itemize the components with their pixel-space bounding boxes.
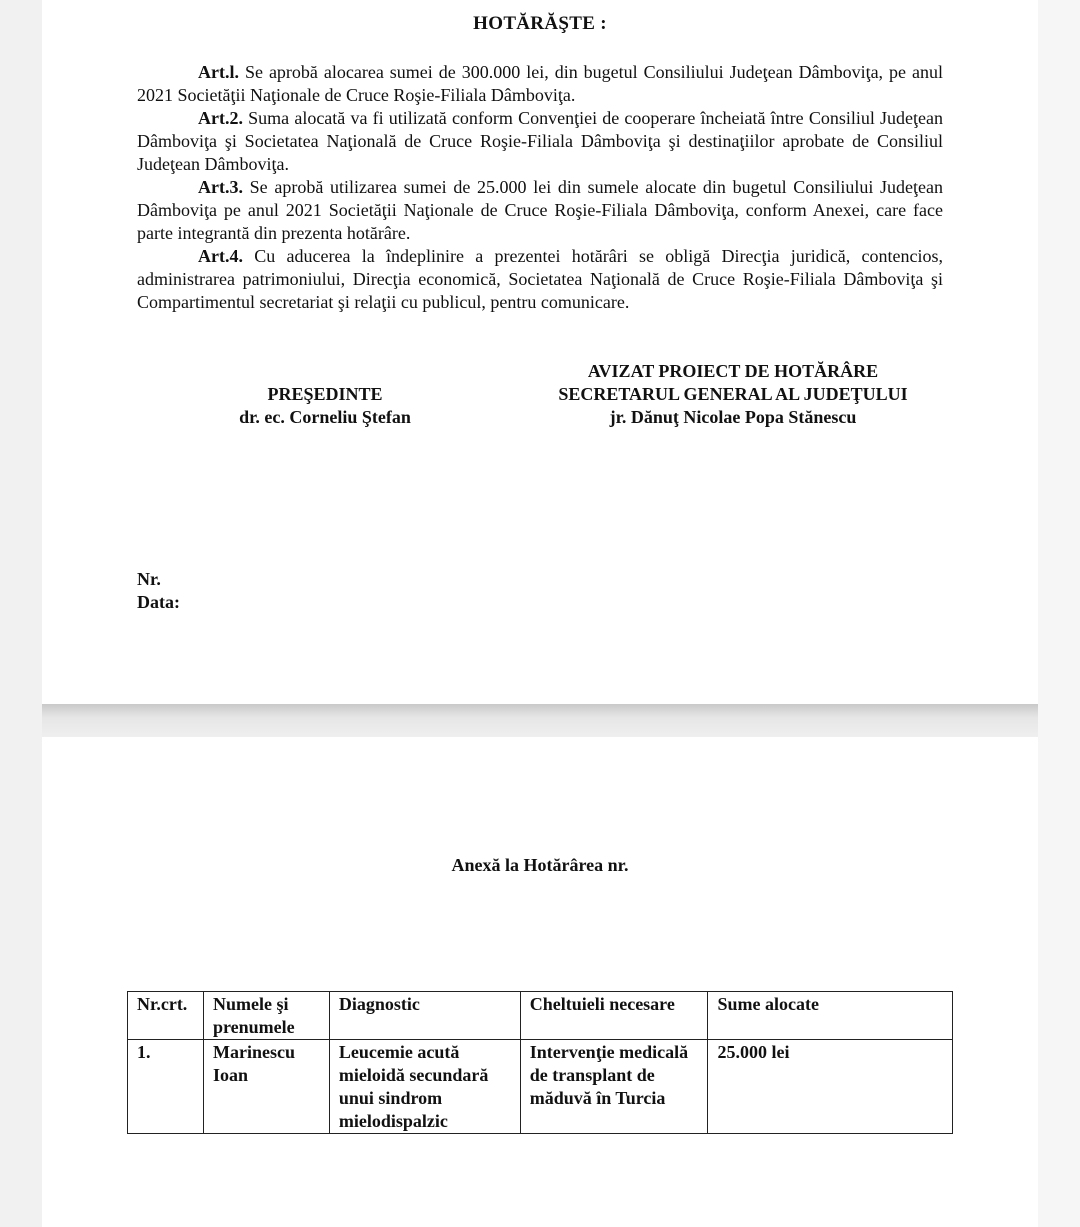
viewer-margin xyxy=(1038,0,1080,1227)
annex-table xyxy=(127,991,953,1134)
secretary-signature-block xyxy=(510,360,956,429)
date-label: Data: xyxy=(137,592,180,612)
cell-diagnosis: Leucemie acută mieloidă secundară unui sindrom mielodispalzic xyxy=(329,1040,520,1134)
endorsement-line: AVIZAT PROIECT DE HOTĂRÂRE xyxy=(587,361,879,381)
cell-allocated: 25.000 lei xyxy=(708,1040,953,1134)
cell-name: Marinescu Ioan xyxy=(203,1040,329,1134)
number-date-block xyxy=(137,568,180,614)
number-label: Nr. xyxy=(137,569,161,589)
articles-body xyxy=(137,61,943,314)
article-label: Art.3. xyxy=(198,177,243,197)
header-nr-crt: Nr.crt. xyxy=(128,992,204,1040)
article-text: Se aprobă utilizarea sumei de 25.000 lei din sumele alocate din bugetul Consiliului Judeţean Dâmboviţa pe anul 2021 Societăţii Naţionale de Cruce Roşie-Filiala Dâmboviţa, conform Anexei, care face parte integrantă din prezenta hotărâre. xyxy=(137,177,943,243)
secretary-title: SECRETARUL GENERAL AL JUDEŢULUI xyxy=(558,384,908,404)
article-text: Suma alocată va fi utilizată conform Convenţiei de cooperare încheiată între Consiliul Judeţean Dâmboviţa şi Societatea Naţională de Cruce Roşie-Filiala Dâmboviţa şi destinaţiilor aprobate de Consiliul Judeţean Dâmboviţa. xyxy=(137,108,943,174)
cell-expenses: Intervenţie medicală de transplant de măduvă în Turcia xyxy=(520,1040,708,1134)
header-allocated: Sume alocate xyxy=(708,992,953,1040)
article-3 xyxy=(137,176,943,245)
header-diagnosis: Diagnostic xyxy=(329,992,520,1040)
page-separator xyxy=(42,704,1038,737)
annex-title: Anexă la Hotărârea nr. xyxy=(451,855,629,875)
article-label: Art.2. xyxy=(198,108,243,128)
article-text: Cu aducerea la îndeplinire a prezentei hotărâri se obligă Direcţia juridică, contencios, administrarea patrimoniului, Direcţia economică, Societatea Naţională de Cruce Roşie-Filiala Dâmboviţa şi Compartimentul secretariat şi relaţii cu publicul, pentru comunicare. xyxy=(137,246,943,312)
article-2 xyxy=(137,107,943,176)
cell-nr-crt: 1. xyxy=(128,1040,204,1134)
document-page-2 xyxy=(42,737,1038,1227)
article-4 xyxy=(137,245,943,314)
article-text: Se aprobă alocarea sumei de 300.000 lei, din bugetul Consiliului Judeţean Dâmboviţa, pe anul 2021 Societăţii Naţionale de Cruce Roşie-Filiala Dâmboviţa. xyxy=(137,62,943,105)
header-name: Numele şi prenumele xyxy=(203,992,329,1040)
table-header-row xyxy=(128,992,953,1040)
decision-heading: HOTĂRĂŞTE : xyxy=(473,13,607,34)
header-expenses: Cheltuieli necesare xyxy=(520,992,708,1040)
table-row xyxy=(128,1040,953,1134)
article-label: Art.4. xyxy=(198,246,243,266)
secretary-name: jr. Dănuţ Nicolae Popa Stănescu xyxy=(609,407,857,427)
president-signature-block xyxy=(180,383,470,429)
president-name: dr. ec. Corneliu Ştefan xyxy=(239,407,411,427)
president-title: PREŞEDINTE xyxy=(267,384,383,404)
article-label: Art.l. xyxy=(198,62,239,82)
article-1 xyxy=(137,61,943,107)
